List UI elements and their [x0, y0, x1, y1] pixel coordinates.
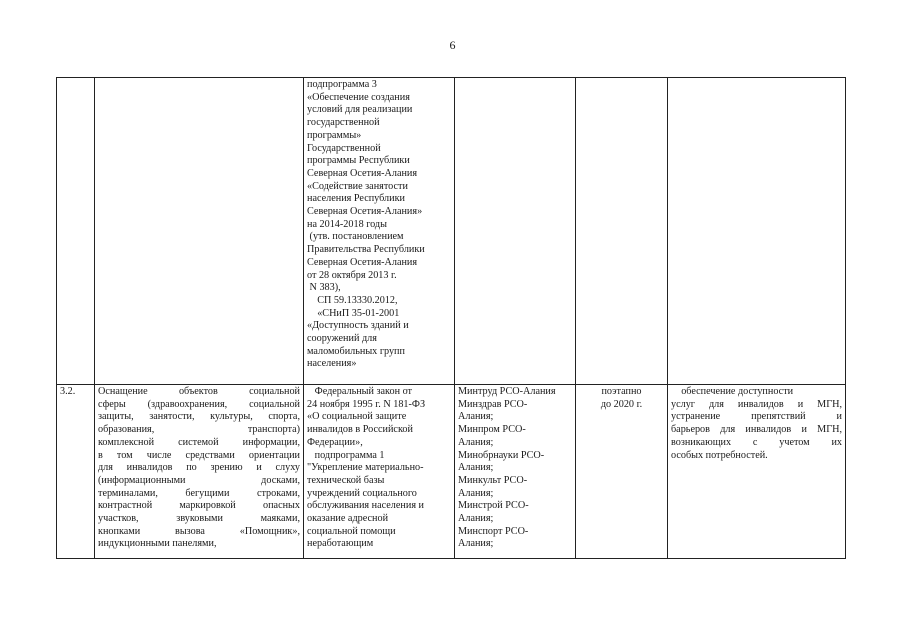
cell-line: социальной помощи [307, 525, 396, 537]
cell-line: населения Республики [307, 193, 405, 205]
cell-deadline [576, 385, 668, 559]
measures-table [56, 77, 846, 559]
cell-line: Минстрой РСО- [458, 500, 529, 512]
cell-event [95, 78, 304, 385]
cell-line: населения» [307, 358, 357, 370]
cell-line: "Укрепление материально- [307, 462, 424, 474]
cell-line: подпрограмма 1 [307, 449, 385, 461]
cell-line: оказание адресной [307, 513, 389, 525]
cell-line: неработающим [307, 538, 374, 550]
cell-line: инвалидов в Российской [307, 424, 413, 436]
cell-line: Федерации», [307, 436, 363, 448]
cell-line: программы Республики [307, 155, 410, 167]
cell-line: участков, звуковыми маяками, [98, 513, 300, 525]
cell-line: в том числе средствами ориентации [98, 449, 300, 461]
cell-line: Федеральный закон от [307, 386, 412, 397]
cell-line: Северная Осетия-Алания [307, 256, 418, 268]
cell-line: технической базы [307, 474, 385, 486]
cell-line: учреждений социального [307, 487, 417, 499]
cell-line: Алания; [458, 462, 494, 474]
cell-line: «СНиП 35-01-2001 [307, 307, 400, 319]
cell-line: СП 59.13330.2012, [307, 294, 398, 306]
cell-executors [455, 385, 576, 559]
cell-line: Правительства Республики [307, 244, 425, 256]
cell-number [57, 78, 95, 385]
cell-line: Алания; [458, 411, 494, 423]
cell-line: защиты, занятости, культуры, спорта, [98, 411, 300, 423]
page-number: 6 [449, 38, 456, 52]
cell-line: поэтапно [601, 386, 642, 397]
cell-line: «Содействие занятости [307, 180, 408, 192]
cell-line: Минкульт РСО- [458, 474, 528, 486]
cell-result [668, 385, 846, 559]
cell-line: обслуживания населения и [307, 500, 425, 512]
cell-line: Алания; [458, 436, 494, 448]
cell-line: государственной [307, 117, 380, 129]
cell-line: Минспорт РСО- [458, 525, 529, 537]
cell-line: Северная Осетия-Алания [307, 167, 418, 179]
cell-line: возникающих с учетом их [671, 436, 842, 448]
cell-line: Минобрнауки РСО- [458, 449, 545, 461]
cell-line: «О социальной защите [307, 411, 407, 423]
cell-line: Государственной [307, 142, 381, 154]
cell-line: особых потребностей. [671, 449, 768, 461]
cell-result [668, 78, 846, 385]
table-row [57, 78, 846, 385]
cell-event [95, 385, 304, 559]
cell-line: индукционными панелями, [98, 538, 217, 550]
cell-line: сооружений для [307, 333, 377, 345]
cell-line: Оснащение объектов социальной [98, 386, 300, 397]
cell-line: кнопками вызова «Помощник», [98, 525, 300, 537]
cell-line: для инвалидов по зрению и слуху [98, 462, 300, 474]
cell-line: подпрограмма 3 [307, 79, 377, 90]
cell-line: условий для реализации [307, 104, 413, 116]
cell-line: «Доступность зданий и [307, 320, 409, 332]
cell-line: Минздрав РСО- [458, 398, 528, 410]
cell-line: «Обеспечение создания [307, 91, 410, 103]
cell-line: образования, транспорта) [98, 424, 300, 436]
cell-basis [304, 385, 455, 559]
cell-deadline [576, 78, 668, 385]
cell-line: 24 ноября 1995 г. N 181-ФЗ [307, 398, 426, 410]
cell-line: барьеров для инвалидов и МГН, [671, 424, 842, 436]
cell-line: Алания; [458, 538, 494, 550]
cell-line: комплексной системой информации, [98, 436, 300, 448]
cell-line: сферы (здравоохранения, социальной [98, 398, 300, 410]
cell-line: терминалами, бегущими строками, [98, 487, 300, 499]
cell-number: 3.2. [57, 385, 95, 559]
cell-line: Алания; [458, 513, 494, 525]
cell-line: на 2014-2018 годы [307, 218, 387, 230]
cell-executors [455, 78, 576, 385]
cell-line: до 2020 г. [600, 398, 643, 410]
cell-line: Минтруд РСО-Алания [458, 386, 556, 397]
cell-line: (информационными досками, [98, 474, 300, 486]
cell-line: маломобильных групп [307, 345, 405, 357]
table-row [57, 385, 846, 559]
cell-line: от 28 октября 2013 г. [307, 269, 397, 281]
cell-line: обеспечение доступности [671, 386, 794, 397]
cell-line: Северная Осетия-Алания» [307, 206, 423, 218]
cell-line: контрастной маркировкой опасных [98, 500, 300, 512]
cell-line: N 383), [307, 282, 341, 294]
cell-basis [304, 78, 455, 385]
cell-line: Алания; [458, 487, 494, 499]
cell-line: Минпром РСО- [458, 424, 526, 436]
cell-line: услуг для инвалидов и МГН, [671, 398, 842, 410]
cell-line: (утв. постановлением [307, 231, 404, 243]
cell-line: программы» [307, 129, 362, 141]
cell-line: устранение препятствий и [671, 411, 842, 423]
